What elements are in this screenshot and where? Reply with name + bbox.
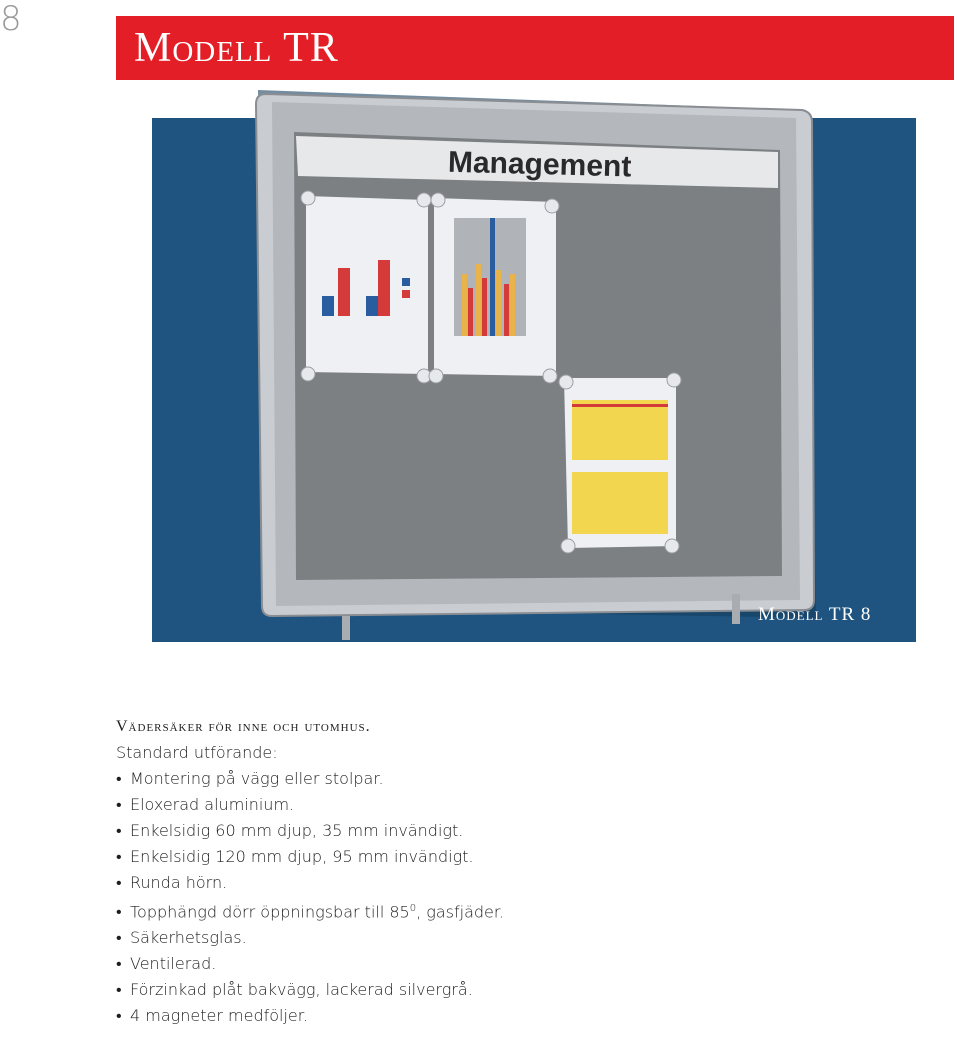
lock-right xyxy=(732,594,740,624)
page-title: Modell TR xyxy=(134,25,339,71)
subheading: Vädersäker för inne och utomhus. xyxy=(116,718,371,735)
list-item: • Enkelsidig 60 mm djup, 35 mm invändigt. xyxy=(116,821,464,840)
title-bar xyxy=(116,16,954,80)
list-item: • 4 magneter medföljer. xyxy=(116,1006,308,1026)
list-item: • Förzinkad plåt bakvägg, lackerad silvergrå. xyxy=(116,980,473,1000)
list-item: • Enkelsidig 120 mm djup, 95 mm invändigt. xyxy=(116,847,474,866)
notice-board-illustration xyxy=(116,88,916,688)
list-item: • Montering på vägg eller stolpar. xyxy=(116,769,384,788)
page-number: 8 xyxy=(0,0,22,39)
list-item: • Ventilerad. xyxy=(116,954,217,974)
list-item: • Runda hörn. xyxy=(116,873,228,892)
product-photo xyxy=(116,88,916,688)
photo-caption: Modell TR 8 xyxy=(758,604,872,625)
intro-text: Standard utförande: xyxy=(116,743,278,762)
list-item: • Topphängd dörr öppningsbar till $85^0$, gasfjäder. xyxy=(116,902,505,922)
feature-list xyxy=(116,766,916,1029)
board-header-text: Management xyxy=(447,145,632,184)
description xyxy=(116,716,916,1029)
lock-left xyxy=(342,616,350,640)
list-item: • Säkerhetsglas. xyxy=(116,928,247,948)
list-item: • Eloxerad aluminium. xyxy=(116,795,295,814)
